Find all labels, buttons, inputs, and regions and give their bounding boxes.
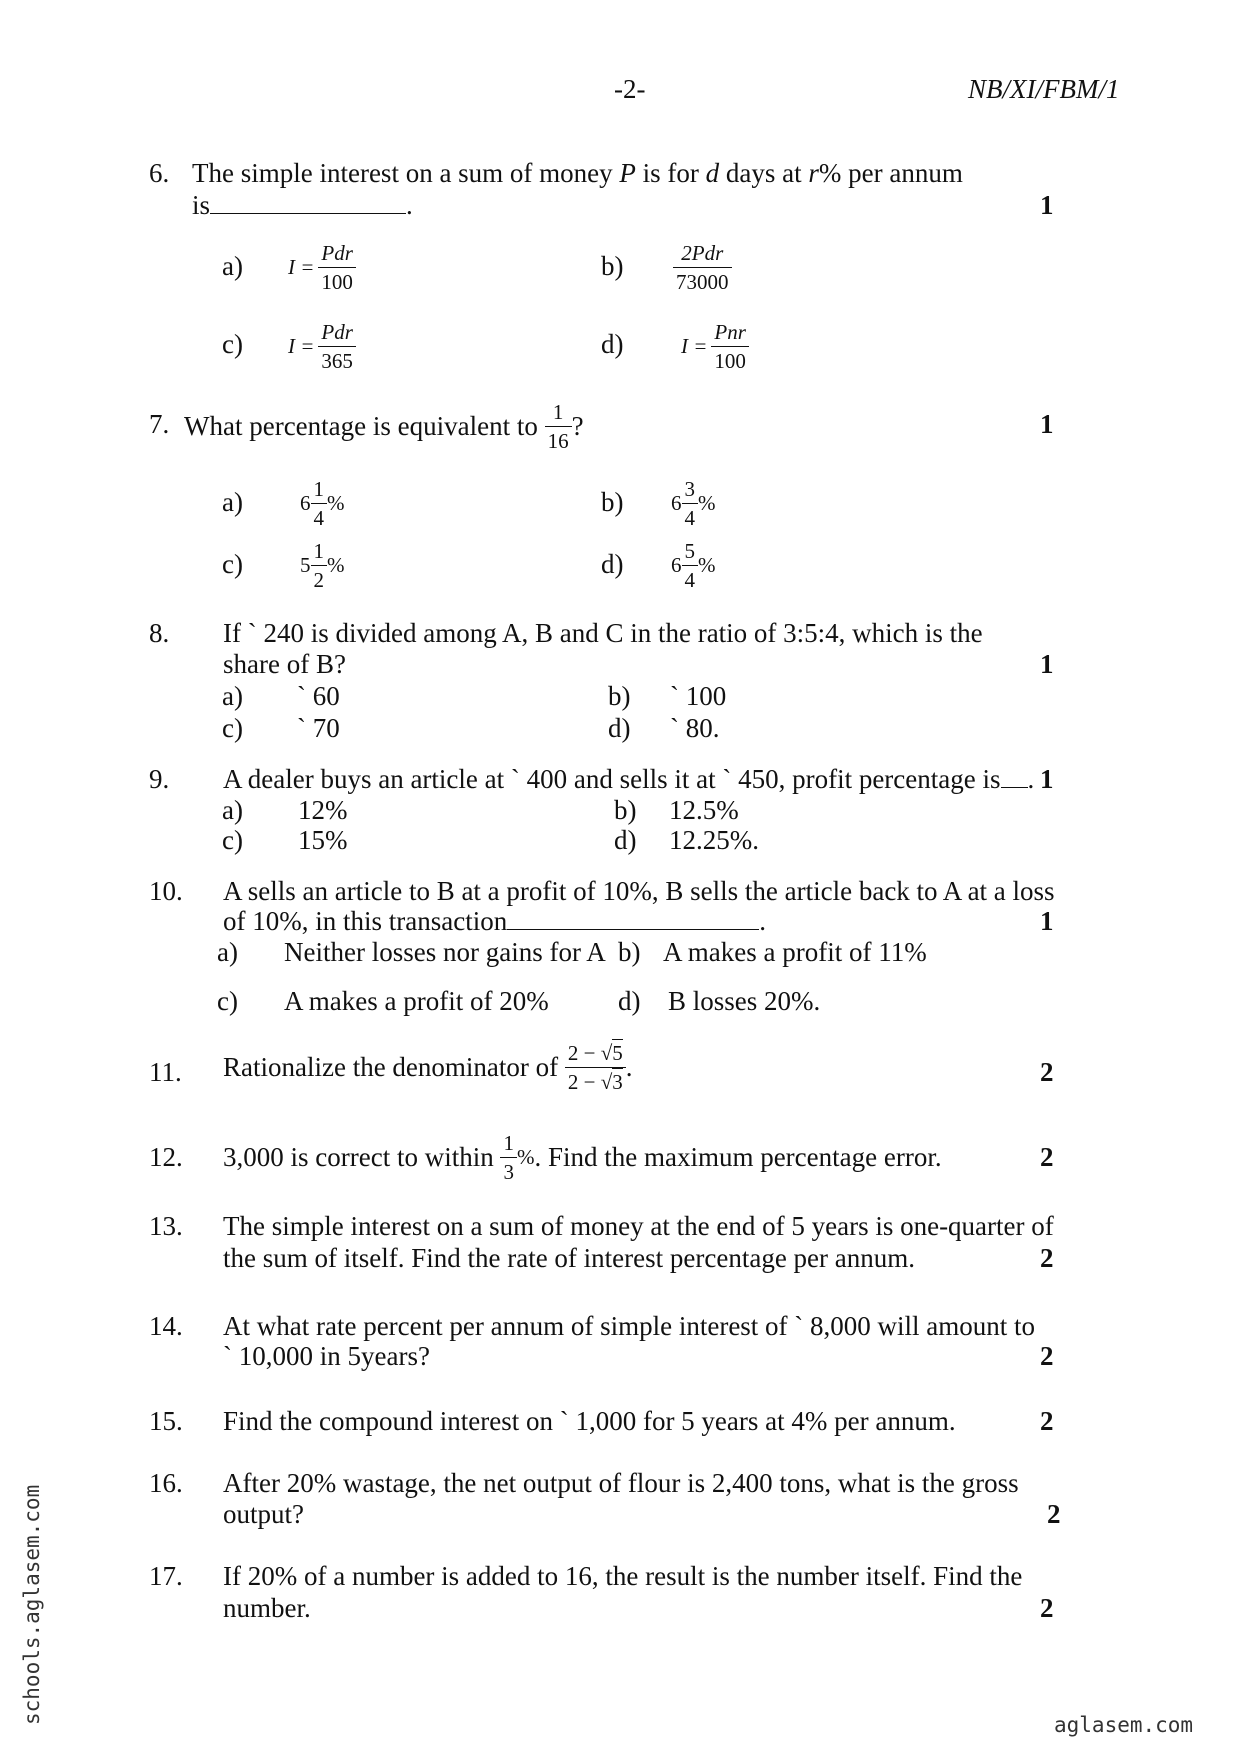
q10-option-a: Neither losses nor gains for A bbox=[284, 937, 606, 967]
q7-marks: 1 bbox=[1040, 409, 1054, 439]
q13-text-line1: The simple interest on a sum of money at the end of 5 years is one-quarter of bbox=[223, 1211, 1054, 1241]
q9-option-a: 12% bbox=[298, 795, 348, 825]
q13-marks: 2 bbox=[1040, 1243, 1054, 1273]
q6-text-line2: is . bbox=[192, 190, 413, 220]
q10-text-line2: of 10%, in this transaction . bbox=[223, 906, 766, 936]
q10-option-c: A makes a profit of 20% bbox=[284, 986, 549, 1016]
footer-watermark: aglasem.com bbox=[1054, 1713, 1194, 1737]
q16-text-line1: After 20% wastage, the net output of flour is 2,400 tons, what is the gross bbox=[223, 1468, 1019, 1498]
q15-number: 15. bbox=[149, 1406, 183, 1436]
q6-option-d: I = $\frac{\text{Pnr}}{100}$ bbox=[681, 320, 749, 373]
q13-text-line2: the sum of itself. Find the rate of interest percentage per annum. bbox=[223, 1243, 916, 1273]
q9-marks: 1 bbox=[1040, 764, 1054, 794]
q8-option-c: ` 70 bbox=[297, 713, 340, 743]
q11-fraction: $\frac{2 - √5}{2 - √3}$ bbox=[565, 1041, 626, 1094]
side-watermark: schools.aglasem.com bbox=[20, 1484, 44, 1725]
q7-option-c-label: c) bbox=[222, 549, 243, 579]
q9-option-d: 12.25%. bbox=[669, 825, 759, 855]
q11-marks: 2 bbox=[1040, 1057, 1054, 1087]
q6-option-c: I = $\frac{\text{Pdr}}{365}$ bbox=[288, 320, 356, 373]
q9-text-line1: A dealer buys an article at ` 400 and sells it at ` 450, profit percentage is . bbox=[223, 764, 1035, 794]
q8-text-line1: If ` 240 is divided among A, B and C in the ratio of 3:5:4, which is the bbox=[223, 618, 983, 648]
q8-option-c-label: c) bbox=[222, 713, 243, 743]
q8-option-d-label: d) bbox=[608, 713, 631, 743]
q10-option-d: B losses 20%. bbox=[668, 986, 821, 1016]
q14-number: 14. bbox=[149, 1311, 183, 1341]
q15-text-line1: Find the compound interest on ` 1,000 for 5 years at 4% per annum. bbox=[223, 1406, 956, 1436]
q15-marks: 2 bbox=[1040, 1406, 1054, 1436]
q6-text: The simple interest on a sum of money P is for d days at r% per annum bbox=[192, 158, 963, 188]
q10-option-a-label: a) bbox=[217, 937, 238, 967]
q7-text: What percentage is equivalent to $\frac{1}{16}$ ? bbox=[184, 400, 584, 454]
q10-number: 10. bbox=[149, 876, 183, 906]
q16-number: 16. bbox=[149, 1468, 183, 1498]
answer-blank bbox=[507, 929, 759, 930]
q8-option-d: ` 80. bbox=[670, 713, 720, 743]
q9-option-d-label: d) bbox=[614, 825, 637, 855]
q6-option-c-label: c) bbox=[222, 329, 243, 359]
q6-marks: 1 bbox=[1040, 190, 1054, 220]
q12-text: 3,000 is correct to within $\frac{1}{3}$ %. Find the maximum percentage error. bbox=[223, 1131, 942, 1185]
q10-option-c-label: c) bbox=[217, 986, 238, 1016]
q12-number: 12. bbox=[149, 1142, 183, 1172]
q8-option-a: ` 60 bbox=[297, 681, 340, 711]
q6-option-a-label: a) bbox=[222, 251, 243, 281]
q8-option-a-label: a) bbox=[222, 681, 243, 711]
q6-number: 6. bbox=[149, 158, 170, 188]
paper-code: NB/XI/FBM/1 bbox=[968, 74, 1120, 104]
q11-number: 11. bbox=[149, 1057, 182, 1087]
q16-marks: 2 bbox=[1047, 1499, 1061, 1529]
q6-option-d-label: d) bbox=[601, 329, 624, 359]
q13-number: 13. bbox=[149, 1211, 183, 1241]
q11-text: Rationalize the denominator of $\frac{2 - √5}{2 - √3}$ . bbox=[223, 1041, 633, 1095]
q6-option-a: I = $\frac{\text{Pdr}}{100}$ bbox=[288, 241, 356, 294]
q10-option-b: A makes a profit of 11% bbox=[663, 937, 927, 967]
q7-option-b: 6 $\frac{3}{4}$ % bbox=[671, 477, 716, 531]
q7-number: 7. bbox=[149, 409, 170, 439]
q10-marks: 1 bbox=[1040, 906, 1054, 936]
q14-marks: 2 bbox=[1040, 1341, 1054, 1371]
q8-option-b: ` 100 bbox=[670, 681, 727, 711]
answer-blank bbox=[1001, 787, 1028, 788]
q9-option-c-label: c) bbox=[222, 825, 243, 855]
q12-marks: 2 bbox=[1040, 1142, 1054, 1172]
q7-option-b-label: b) bbox=[601, 487, 624, 517]
q7-option-d-label: d) bbox=[601, 549, 624, 579]
q10-option-b-label: b) bbox=[618, 937, 641, 967]
q7-option-a-label: a) bbox=[222, 487, 243, 517]
q14-text-line2: ` 10,000 in 5years? bbox=[223, 1341, 430, 1371]
q7-option-d: 6 $\frac{5}{4}$ % bbox=[671, 539, 716, 593]
q8-number: 8. bbox=[149, 618, 170, 648]
page-number: -2- bbox=[614, 74, 646, 104]
q17-text-line2: number. bbox=[223, 1593, 311, 1623]
q17-marks: 2 bbox=[1040, 1593, 1054, 1623]
q9-option-a-label: a) bbox=[222, 795, 243, 825]
q9-option-b: 12.5% bbox=[669, 795, 739, 825]
q6-option-b: $\frac{\text{2Pdr}}{73000}$ bbox=[673, 241, 732, 294]
q8-text-line2: share of B? bbox=[223, 649, 346, 679]
answer-blank bbox=[210, 213, 406, 214]
q17-text-line1: If 20% of a number is added to 16, the result is the number itself. Find the bbox=[223, 1561, 1023, 1591]
q10-option-d-label: d) bbox=[618, 986, 641, 1016]
q9-number: 9. bbox=[149, 764, 170, 794]
q14-text-line1: At what rate percent per annum of simple interest of ` 8,000 will amount to bbox=[223, 1311, 1036, 1341]
q16-text-line2: output? bbox=[223, 1499, 304, 1529]
q10-text-line1: A sells an article to B at a profit of 10%, B sells the article back to A at a loss bbox=[223, 876, 1055, 906]
q17-number: 17. bbox=[149, 1561, 183, 1591]
q8-marks: 1 bbox=[1040, 649, 1054, 679]
q8-option-b-label: b) bbox=[608, 681, 631, 711]
q6-option-b-label: b) bbox=[601, 251, 624, 281]
q9-option-c: 15% bbox=[298, 825, 348, 855]
q7-option-c: 5 $\frac{1}{2}$ % bbox=[300, 539, 345, 593]
q7-option-a: 6 $\frac{1}{4}$ % bbox=[300, 477, 345, 531]
q9-option-b-label: b) bbox=[614, 795, 637, 825]
